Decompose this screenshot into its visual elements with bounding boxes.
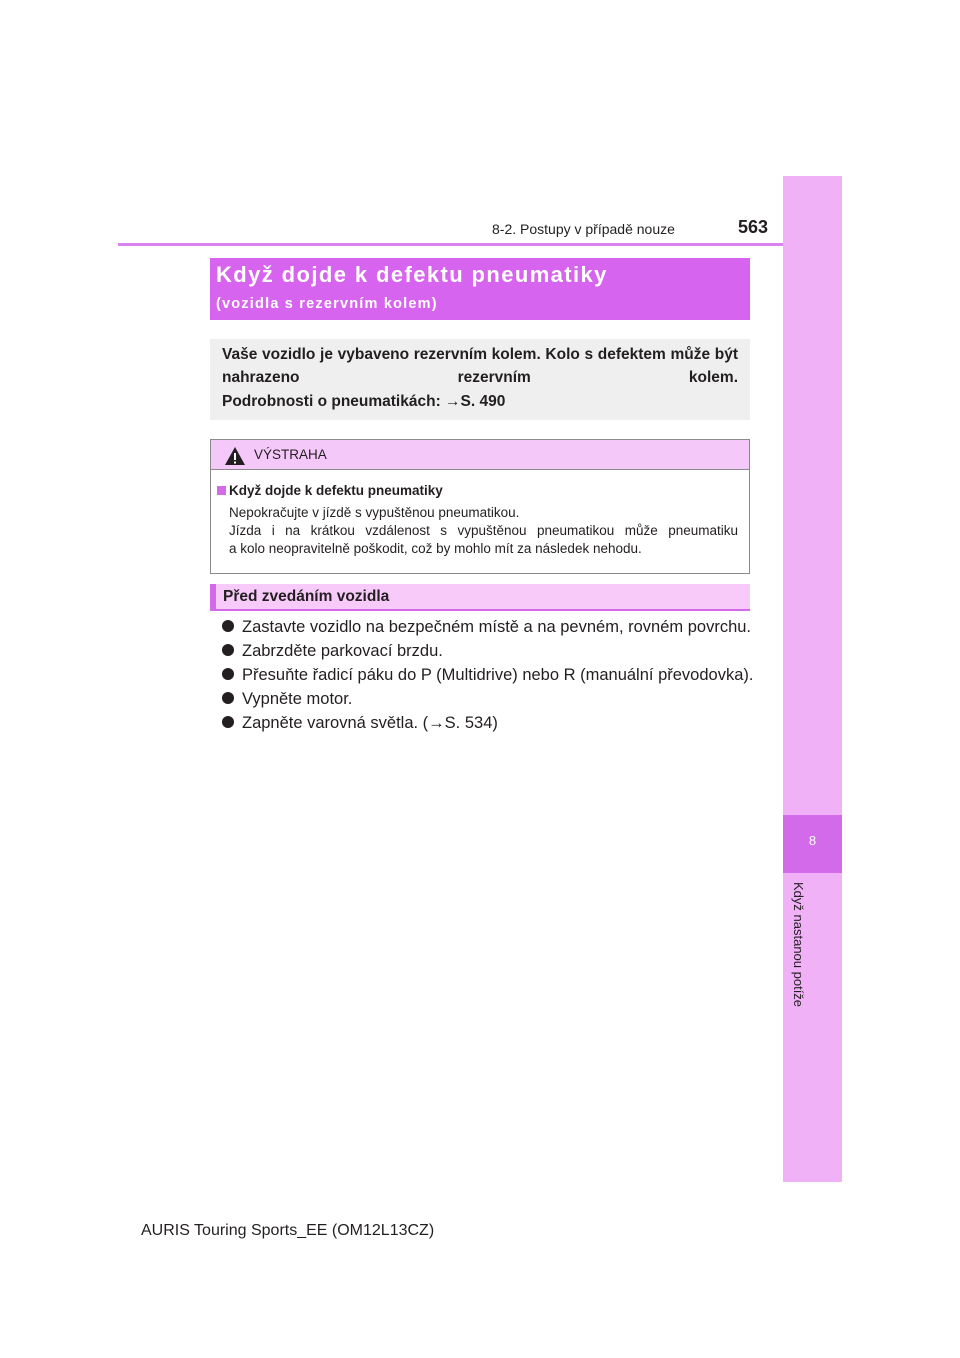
warning-triangle-icon: [224, 446, 246, 466]
page-number: 563: [738, 217, 769, 237]
warning-heading: Když dojde k defektu pneumatiky: [229, 483, 443, 498]
list-item: Zastavte vozidlo na bezpečném místě a na pevném, rovném povrchu.: [222, 618, 751, 637]
header-rule: [118, 243, 786, 246]
footer-model-code: AURIS Touring Sports_EE (OM12L13CZ): [141, 1222, 435, 1239]
bullet-icon: [222, 716, 234, 728]
reference-prefix: Podrobnosti o pneumatikách:: [222, 393, 446, 410]
list-item: Vypněte motor.: [222, 690, 352, 709]
reference-page-link[interactable]: S. 490: [460, 393, 506, 410]
arrow-icon: →: [445, 393, 461, 410]
bullet-icon: [222, 692, 234, 704]
warning-label: VÝSTRAHA: [254, 447, 327, 462]
intro-text: Vaše vozidlo je vybaveno rezervním kolem. Kolo s defektem může být nahrazeno rezervním kolem.: [222, 346, 738, 386]
intro-reference: [222, 393, 505, 411]
chapter-number: 8: [808, 833, 817, 848]
list-item: Zabrzděte parkovací brzdu.: [222, 642, 443, 661]
chapter-title: Když nastanou potíže: [791, 882, 806, 1008]
subheading-accent: [210, 584, 216, 611]
bullet-icon: [222, 668, 234, 680]
section-title: Když dojde k defektu pneumatiky: [216, 262, 608, 287]
warning-line-3: a kolo neopravitelně poškodit, což by mohlo mít za následek nehodu.: [229, 541, 642, 556]
bullet-icon: [222, 644, 234, 656]
warning-line-2: Jízda i na krátkou vzdálenost s vypuštěnou pneumatikou může pneumatiku: [229, 523, 738, 538]
subheading: Před zvedáním vozidla: [223, 588, 390, 605]
list-item: Přesuňte řadicí páku do P (Multidrive) nebo R (manuální převodovka).: [222, 666, 753, 685]
square-bullet-icon: [217, 486, 226, 495]
warning-line-1: Nepokračujte v jízdě s vypuštěnou pneumatikou.: [229, 505, 520, 520]
list-item: Zapněte varovná světla. (→S. 534): [222, 714, 498, 733]
running-header-section: 8-2. Postupy v případě nouze: [492, 221, 675, 237]
section-subtitle: (vozidla s rezervním kolem): [216, 296, 438, 312]
warning-body: [229, 504, 738, 558]
bullet-icon: [222, 620, 234, 632]
